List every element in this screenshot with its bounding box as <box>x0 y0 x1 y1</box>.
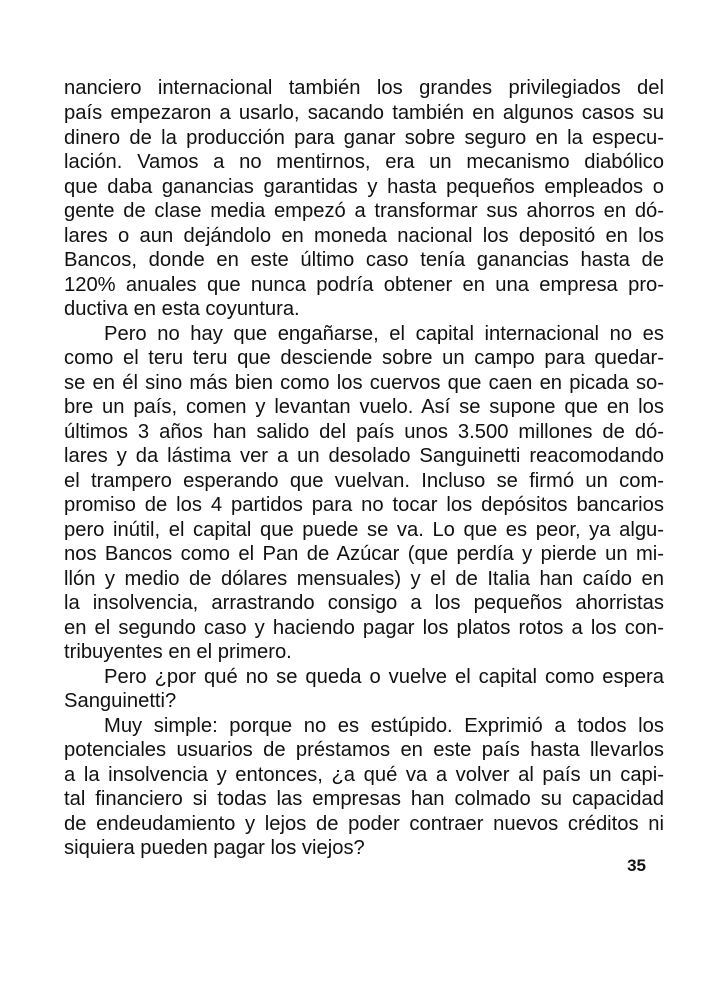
text-line: dinero de la producción para ganar sobre seguro en la especu- <box>64 127 664 149</box>
paragraph-first-line: Muy simple: porque no es estúpido. Exprimió a todos los <box>104 715 664 737</box>
paragraph-last-line: siquiera pueden pagar los viejos? <box>64 837 365 859</box>
text-line: 120% anuales que nunca podría obtener en una empresa pro- <box>64 274 664 296</box>
text-line: potenciales usuarios de préstamos en este país hasta llevarlos <box>64 739 664 761</box>
text-line: tal financiero si todas las empresas han colmado su capacidad <box>64 788 664 810</box>
text-line: en el segundo caso y haciendo pagar los platos rotos a los con- <box>64 617 664 639</box>
text-line: promiso de los 4 partidos para no tocar los depósitos bancarios <box>64 494 664 516</box>
text-line: que daba ganancias garantidas y hasta pequeños empleados o <box>64 176 664 198</box>
text-line: nanciero internacional también los grandes privilegiados del <box>64 77 664 99</box>
text-line: la insolvencia, arrastrando consigo a los pequeños ahorristas <box>64 592 664 614</box>
paragraph-last-line: ductiva en esta coyuntura. <box>64 298 300 320</box>
text-line: Bancos, donde en este último caso tenía ganancias hasta de <box>64 249 664 271</box>
text-line: gente de clase media empezó a transformar sus ahorros en dó- <box>64 200 664 222</box>
text-line: llón y medio de dólares mensuales) y el de Italia han caído en <box>64 568 664 590</box>
text-line: bre un país, comen y levantan vuelo. Así se supone que en los <box>64 396 664 418</box>
text-line: a la insolvencia y entonces, ¿a qué va a volver al país un capi- <box>64 764 664 786</box>
text-line: lares y da lástima ver a un desolado Sanguinetti reacomodando <box>64 445 664 467</box>
text-line: como el teru teru que desciende sobre un campo para quedar- <box>64 347 664 369</box>
text-line: lación. Vamos a no mentirnos, era un mecanismo diabólico <box>64 151 664 173</box>
paragraph-last-line: tribuyentes en el primero. <box>64 641 292 663</box>
text-line: lares o aun dejándolo en moneda nacional los depositó en los <box>64 225 664 247</box>
paragraph-last-line: Sanguinetti? <box>64 690 177 712</box>
text-line: se en él sino más bien como los cuervos que caen en picada so- <box>64 372 664 394</box>
text-line: pero inútil, el capital que puede se va. Lo que es peor, ya algu- <box>64 519 664 541</box>
page-number: 35 <box>627 856 646 875</box>
text-line: de endeudamiento y lejos de poder contraer nuevos créditos ni <box>64 813 664 835</box>
text-line: nos Bancos como el Pan de Azúcar (que perdía y pierde un mi- <box>64 543 664 565</box>
text-line: país empezaron a usarlo, sacando también en algunos casos su <box>64 102 664 124</box>
text-line: últimos 3 años han salido del país unos 3.500 millones de dó- <box>64 421 664 443</box>
text-line: el trampero esperando que vuelvan. Incluso se firmó un com- <box>64 470 664 492</box>
paragraph-first-line: Pero no hay que engañarse, el capital internacional no es <box>104 323 664 345</box>
paragraph-first-line: Pero ¿por qué no se queda o vuelve el capital como espera <box>104 666 664 688</box>
